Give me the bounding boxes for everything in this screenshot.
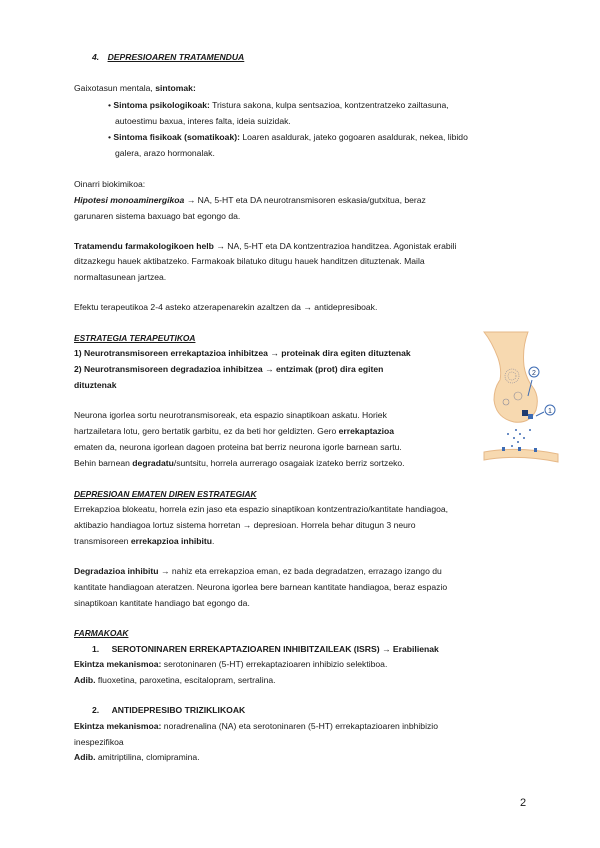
para-bold: errekapzioa inhibitu: [130, 536, 213, 546]
symptom-name: Sintoma psikologikoak:: [113, 100, 210, 110]
para-text: → nahiz eta errekapzioa eman, ez bada degradatzen, errazago izango du: [158, 566, 442, 576]
pharm-goal-line3: normaltasunean jartzea.: [74, 272, 167, 282]
pharm-goal-line: [74, 241, 456, 252]
degradation-line-2: kantitate handiagoan ateratzen. Neurona igorlea bere barnean kantitate handiagoa, beraz espazio: [74, 582, 448, 592]
transporter-protein: [522, 410, 528, 416]
drug-1-mechanism: [74, 659, 387, 670]
drug-2-mechanism: [74, 721, 438, 732]
para-bold: Degradazioa inhibitu: [74, 566, 159, 576]
hypothesis-line: [74, 195, 426, 206]
strategy-item-2b: dituztenak: [74, 380, 117, 390]
para-text: .: [212, 536, 215, 546]
effect-line: Efektu terapeutikoa 2-4 asteko atzerapenarekin azaltzen da → antidepresiboak.: [74, 302, 378, 312]
examples-label: Adib.: [74, 752, 96, 762]
marker-2-label: 2: [532, 370, 536, 377]
strategy-title: ESTRATEGIA TERAPEUTIKOA: [74, 333, 196, 343]
strategy-para-1: Neurona igorlea sortu neurotransmisoreak, eta espazio sinaptikoan askatu. Horiek: [74, 410, 387, 420]
pharm-goal-line2: ditzazkegu hauek aktibatzeko. Farmakoak bilatuko ditugu hauek handitzen dituztenak. Maila: [74, 256, 425, 266]
mechanism-text: serotoninaren (5-HT) errekaptazioaren inhibizio selektiboa.: [161, 659, 388, 669]
symptom-item-psychological: [108, 100, 449, 111]
strategy-para-4: [74, 458, 405, 469]
symptom-text: Loaren asaldurak, jateko gogoaren asaldurak, nekea, libido: [239, 132, 468, 142]
drug-2-mechanism-cont: inespezifikoa: [74, 737, 124, 747]
examples-text: amitriptilina, clomipramina.: [95, 752, 200, 762]
pharm-goal-bold: Tratamendu farmakologikoen helb: [74, 241, 214, 251]
biochem-label: Oinarri biokimikoa:: [74, 179, 146, 189]
marker-1-label: 1: [548, 408, 552, 415]
intro-line: [74, 83, 196, 94]
depr-line-2: aktibazio handiagoa lortuz sistema horretan → depresioan. Horrela behar ditugun 3 neuro: [74, 520, 416, 530]
strategy-item-2: 2) Neurotransmisoreen degradazioa inhibitzea → entzimak (prot) dira egiten: [74, 364, 384, 374]
degradation-line-3: sinaptikoan kantitate handiago bat egongo da.: [74, 598, 250, 608]
para-text: Behin barnean: [74, 458, 133, 468]
page-number: 2: [520, 797, 527, 809]
hypothesis-text: → NA, 5-HT eta DA neurotransmisoren eskasia/gutxitua, beraz: [184, 195, 426, 205]
bullet-icon: •: [108, 100, 112, 110]
mechanism-label: Ekintza mekanismoa:: [74, 659, 162, 669]
mechanism-label: Ekintza mekanismoa:: [74, 721, 162, 731]
presynaptic-neuron: [484, 332, 537, 422]
section-heading: [92, 52, 244, 62]
drugs-title: FARMAKOAK: [74, 628, 129, 638]
drug-class-number: 1.: [92, 644, 100, 654]
symptom-item-physical: [108, 132, 468, 143]
strategy-para-2: [74, 426, 394, 437]
symptom-cont: galera, arazo hormonalak.: [115, 148, 215, 158]
intro-label-bold: sintomak:: [155, 83, 196, 93]
symptom-name: Sintoma fisikoak (somatikoak):: [113, 132, 240, 142]
intro-label: Gaixotasun mentala,: [74, 83, 156, 93]
para-text: transmisoreen: [74, 536, 131, 546]
drug-class-title: ANTIDEPRESIBO TRIZIKLIKOAK: [111, 705, 246, 715]
drug-class-number: 2.: [92, 705, 100, 715]
bullet-icon: •: [108, 132, 112, 142]
arrow: [536, 412, 544, 416]
mechanism-text: noradrenalina (NA) eta serotoninaren (5-HT) errekaptazioaren inbhibizio: [161, 721, 438, 731]
drug-2-examples: [74, 752, 200, 763]
drug-1-examples: [74, 675, 276, 686]
postsynaptic-neuron: [484, 449, 558, 462]
depr-strategies-title: DEPRESIOAN EMATEN DIREN ESTRATEGIAK: [74, 489, 257, 499]
drug-class-title: SEROTONINAREN ERREKAPTAZIOAREN INHIBITZAILEAK (ISRS) → Erabilienak: [111, 644, 439, 654]
para-bold: degradatu: [132, 458, 174, 468]
transporter-protein: [528, 414, 533, 419]
hypothesis-name: Hipotesi monoaminergikoa: [74, 195, 185, 205]
strategy-para-3: ematen da, neurona igorlean dagoen proteina bat berriz neurona igorle barnean sartu.: [74, 442, 402, 452]
para-bold: errekaptazioa: [338, 426, 395, 436]
heading-title: DEPRESIOAREN TRATAMENDUA: [107, 52, 245, 62]
para-text: /suntsitu, horrela aurrerago osagaiak izateko berriz sortzeko.: [173, 458, 405, 468]
para-text: hartzailetara lotu, gero bertatik garbitu, ez da beti hor geldizten. Gero: [74, 426, 339, 436]
examples-text: fluoxetina, paroxetina, escitalopram, sertralina.: [95, 675, 276, 685]
hypothesis-line2: garunaren sistema baxuago bat egongo da.: [74, 211, 241, 221]
neurotransmitter-dots: [507, 429, 531, 447]
heading-number: 4.: [92, 52, 100, 62]
depr-line-1: Errekapzioa blokeatu, horrela ezin jaso eta espazio sinaptikoan kontzentrazio/kantitate handiagoa,: [74, 504, 449, 514]
drug-class-2: [92, 705, 245, 716]
symptom-cont: autoestimu baxua, interes falta, ideia suizidak.: [115, 116, 291, 126]
symptom-text: Tristura sakona, kulpa sentsazioa, kontzentratzeko zailtasuna,: [209, 100, 449, 110]
drug-class-1: [92, 644, 439, 655]
pharm-goal-text: → NA, 5-HT eta DA kontzentrazioa handitzea. Agonistak erabili: [213, 241, 457, 251]
degradation-line-1: [74, 566, 442, 577]
strategy-item-1: 1) Neurotransmisoreen errekaptazioa inhibitzea → proteinak dira egiten dituztenak: [74, 348, 411, 358]
examples-label: Adib.: [74, 675, 96, 685]
depr-line-3: [74, 536, 214, 547]
synapse-diagram: [478, 330, 560, 470]
